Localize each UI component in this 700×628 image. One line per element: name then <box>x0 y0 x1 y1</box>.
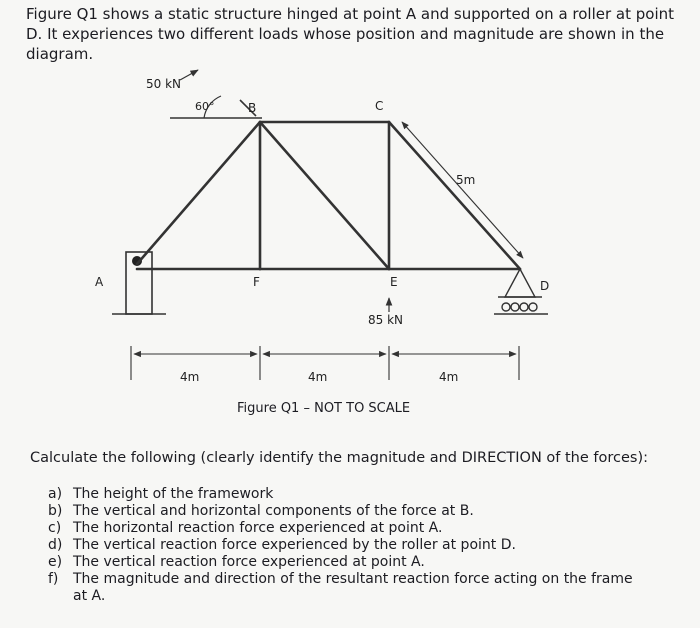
question-item <box>48 571 648 605</box>
load-50-label: 50 kN <box>146 77 182 91</box>
dim-label-2: 4m <box>308 370 328 384</box>
label-point-c: C <box>375 99 384 113</box>
load-50kn <box>146 70 262 118</box>
dim-label-1: 4m <box>180 370 200 384</box>
question-label: b) <box>48 503 63 519</box>
label-point-d: D <box>540 279 550 293</box>
label-point-b: B <box>248 101 257 115</box>
dimension-5m <box>402 122 523 258</box>
question-item <box>48 520 648 537</box>
question-item <box>48 503 648 520</box>
question-item <box>48 537 648 554</box>
question-text: The vertical and horizontal components of the force at B. <box>73 503 474 519</box>
load-85-label: 85 kN <box>368 313 404 327</box>
question-text: The vertical reaction force experienced at point A. <box>73 554 425 570</box>
member-cd <box>389 122 520 269</box>
length-5m-label: 5m <box>456 173 476 187</box>
angle-label: 60° <box>195 100 215 113</box>
truss-members <box>137 122 520 269</box>
question-item <box>48 486 648 503</box>
question-text: The horizontal reaction force experienced at point A. <box>73 520 443 536</box>
question-text: The vertical reaction force experienced by the roller at point D. <box>73 537 516 553</box>
member-ab <box>137 122 260 264</box>
member-be <box>260 122 389 269</box>
question-label: c) <box>48 520 62 536</box>
calculation-instruction: Calculate the following (clearly identify the magnitude and DIRECTION of the forces): <box>30 450 649 466</box>
label-point-f: F <box>253 275 260 289</box>
load-85kn <box>368 298 403 327</box>
question-item <box>48 554 648 571</box>
question-text: The height of the framework <box>73 486 274 502</box>
label-point-e: E <box>390 275 398 289</box>
question-label: d) <box>48 537 63 553</box>
question-text: The magnitude and direction of the resultant reaction force acting on the frame at A. <box>73 571 633 604</box>
intro-text: Figure Q1 shows a static structure hinged at point A and supported on a roller at point D. It experiences two different loads whose position and magnitude are shown in the diagram. <box>26 5 675 63</box>
dim-label-3: 4m <box>439 370 459 384</box>
figure-caption: Figure Q1 – NOT TO SCALE <box>237 401 411 416</box>
question-list <box>48 486 648 605</box>
label-point-a: A <box>95 275 104 289</box>
question-label: f) <box>48 571 59 587</box>
question-label: e) <box>48 554 63 570</box>
question-label: a) <box>48 486 63 502</box>
